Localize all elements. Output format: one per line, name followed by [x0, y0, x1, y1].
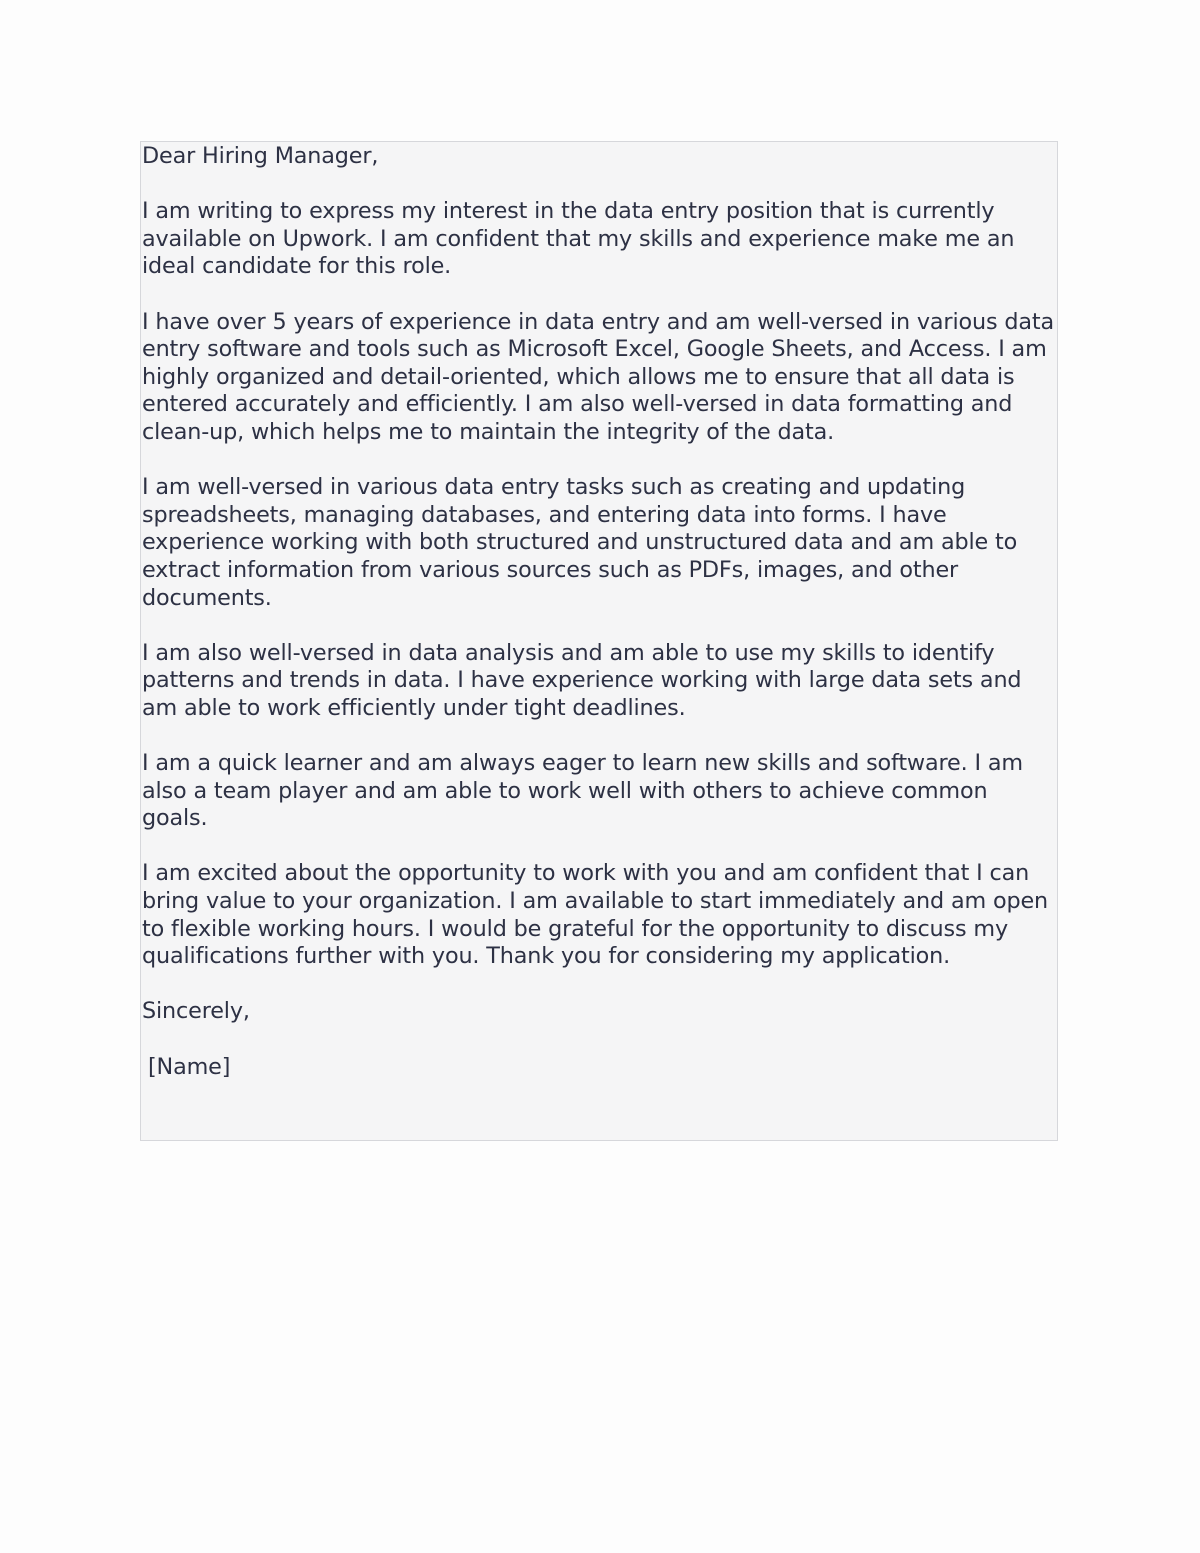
letter-paragraph: I am excited about the opportunity to work with you and am confident that I can bring value to your organization. I am available to start immediately and am open to flexible working hours. I would be grateful for the opportunity to discuss my qualifications further with you. Thank you for considering my application. [142, 860, 1049, 970]
signature-name: [Name] [148, 1053, 231, 1080]
letter-paragraph: I have over 5 years of experience in data entry and am well-versed in various data entry software and tools such as Microsoft Excel, Google Sheets, and Access. I am highly organized and detail-oriented, which allows me to ensure that all data is entered accurately and efficiently. I am also well-versed in data formatting and clean-up, which helps me to maintain the integrity of the data. [142, 308, 1054, 445]
letter-paragraph: I am a quick learner and am always eager to learn new skills and software. I am also a team player and am able to work well with others to achieve common goals. [142, 750, 1023, 832]
letter-paragraph: I am writing to express my interest in the data entry position that is currently available on Upwork. I am confident that my skills and experience make me an ideal candidate for this role. [142, 198, 1015, 280]
salutation: Dear Hiring Manager, [142, 143, 379, 169]
letter-paragraph: I am well-versed in various data entry tasks such as creating and updating spreadsheets, managing databases, and entering data into forms. I have experience working with both structured and unstructured data and am able to extract information from various sources such as PDFs, images, and other documents. [142, 474, 1018, 611]
letter-paragraph: I am also well-versed in data analysis and am able to use my skills to identify patterns and trends in data. I have experience working with large data sets and am able to work efficiently under tight deadlines. [142, 639, 1022, 721]
closing: Sincerely, [142, 998, 250, 1025]
cover-letter-text-box [140, 141, 1058, 1141]
